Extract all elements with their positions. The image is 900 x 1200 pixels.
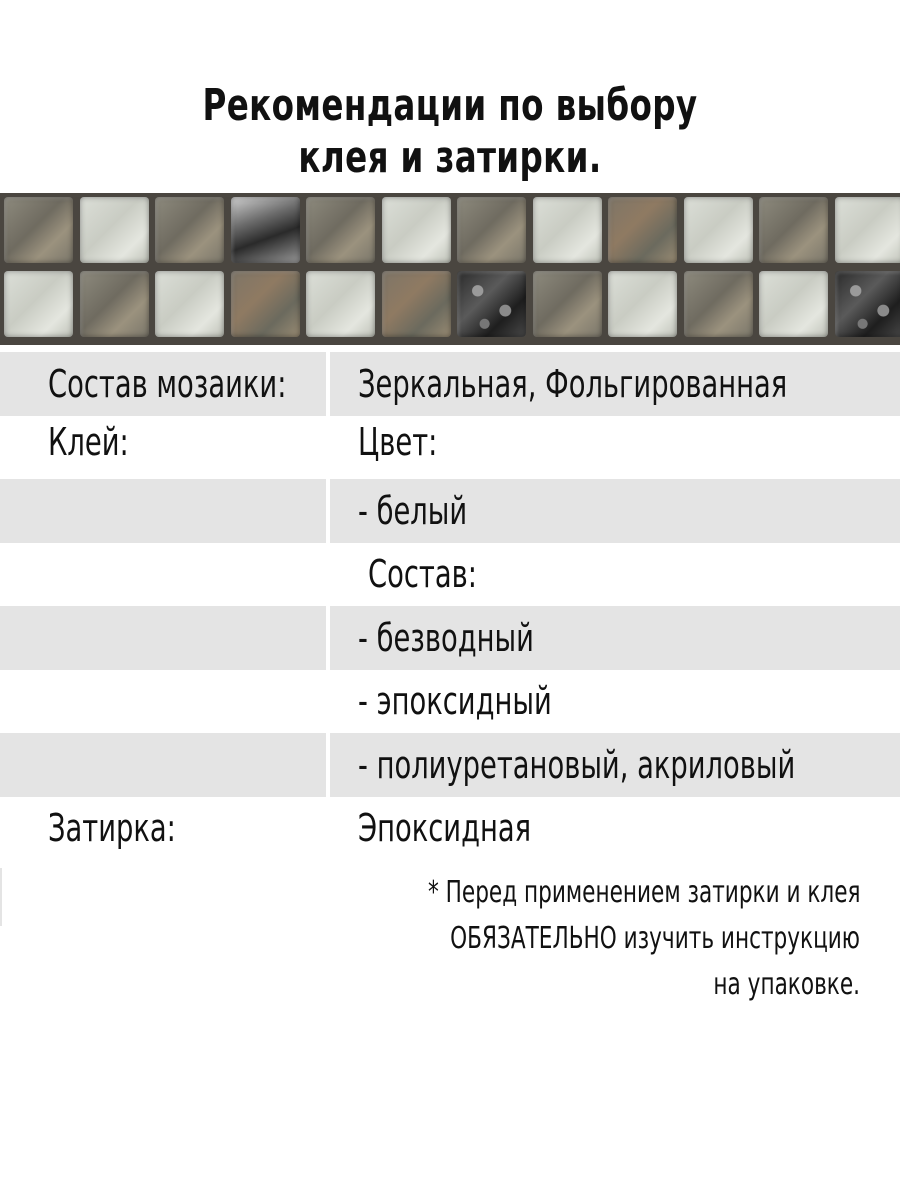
note-left-border (0, 868, 2, 926)
stone-light-tile (382, 197, 451, 263)
row-value-cell (330, 479, 900, 543)
row-label-cell (0, 733, 326, 797)
stone-gray-tile (457, 197, 526, 263)
row-value: - безводный (358, 615, 534, 660)
table-row-mosaic-composition (0, 352, 900, 416)
stone-brown-tile (608, 197, 677, 263)
stone-light-tile (306, 271, 375, 337)
note-line-3: на упаковке. (713, 967, 860, 1002)
row-label-cell (0, 352, 326, 416)
stone-light-tile (608, 271, 677, 337)
instruction-note (260, 870, 860, 1008)
stone-light-tile (4, 271, 73, 337)
row-label: Состав мозаики: (48, 361, 287, 406)
row-label: Клей: (48, 419, 129, 464)
stone-light-tile (759, 271, 828, 337)
table-row-adhesive (0, 416, 900, 480)
note-line-1: * Перед применением затирки и клея (427, 875, 861, 910)
row-label-cell (0, 479, 326, 543)
table-row-anhydrous (0, 606, 900, 670)
stone-light-tile (155, 271, 224, 337)
foil-tile (457, 271, 526, 337)
table-row-epoxy (0, 670, 900, 734)
recommendation-table (0, 352, 900, 860)
note-line-2: ОБЯЗАТЕЛЬНО изучить инструкцию (450, 921, 860, 956)
stone-light-tile (684, 197, 753, 263)
stone-gray-tile (684, 271, 753, 337)
row-value-cell (330, 606, 900, 670)
row-value-cell (330, 797, 900, 861)
row-value: - белый (358, 488, 468, 533)
stone-brown-tile (231, 271, 300, 337)
row-value-cell (330, 733, 900, 797)
table-row-polyurethane-acrylic (0, 733, 900, 797)
table-row-color-white (0, 479, 900, 543)
foil-tile (835, 271, 900, 337)
row-value: Эпоксидная (358, 806, 532, 851)
row-value-cell (330, 670, 900, 734)
title-line-2: клея и затирки. (298, 132, 602, 183)
row-value: Состав: (368, 552, 477, 597)
stone-gray-tile (80, 271, 149, 337)
stone-brown-tile (382, 271, 451, 337)
row-label-cell (0, 606, 326, 670)
stone-light-tile (533, 197, 602, 263)
title-line-1: Рекомендации по выбору (202, 80, 698, 131)
stone-gray-tile (759, 197, 828, 263)
stone-gray-tile (306, 197, 375, 263)
row-label-cell (0, 797, 326, 861)
row-label-cell (0, 416, 326, 480)
row-label: Затирка: (48, 806, 176, 851)
table-row-grout (0, 797, 900, 861)
row-value: - полиуретановый, акриловый (358, 742, 796, 787)
table-row-composition (0, 543, 900, 607)
row-label-cell (0, 670, 326, 734)
stone-gray-tile (533, 271, 602, 337)
row-value: Зеркальная, Фольгированная (358, 361, 788, 406)
page-title (0, 80, 900, 184)
row-value-cell (330, 543, 900, 607)
row-value: - эпоксидный (358, 679, 552, 724)
row-value: Цвет: (358, 419, 438, 464)
row-value-cell (330, 416, 900, 480)
stone-light-tile (80, 197, 149, 263)
mirror-tile (231, 197, 300, 263)
row-label-cell (0, 543, 326, 607)
mosaic-photo (0, 193, 900, 345)
stone-gray-tile (155, 197, 224, 263)
row-value-cell (330, 352, 900, 416)
stone-light-tile (835, 197, 900, 263)
stone-gray-tile (4, 197, 73, 263)
